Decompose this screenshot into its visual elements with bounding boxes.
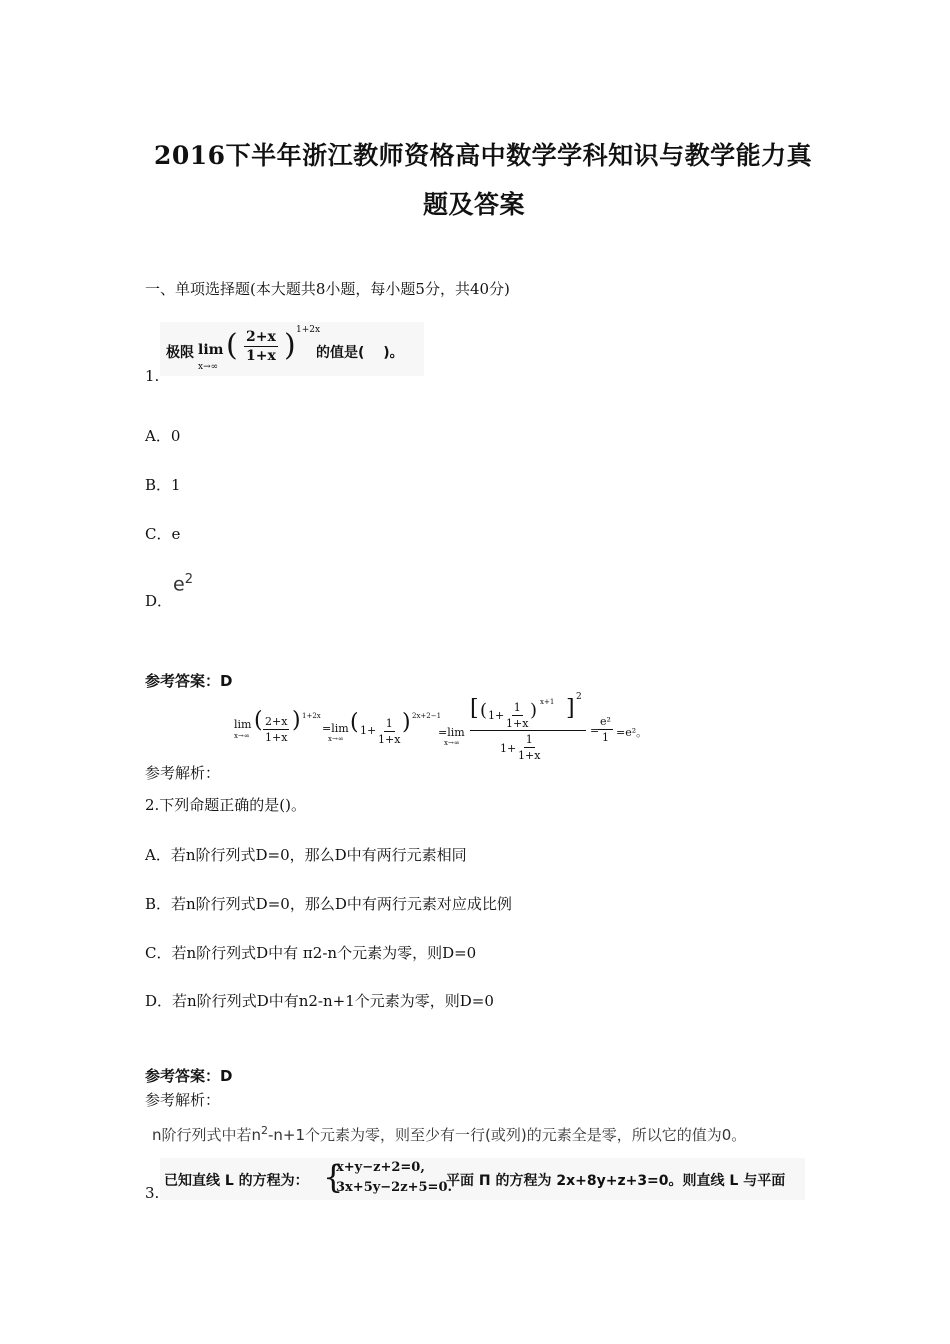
q1-fraction — [244, 330, 278, 363]
q1-analysis-label: 参考解析： — [145, 764, 221, 782]
q2-stem: 2.下列命题正确的是()。 — [145, 796, 307, 814]
q2-option-d: D．若n阶行列式D中有n2-n+1个元素为零，则D=0 — [145, 992, 494, 1010]
q2-option-a: A．若n阶行列式D=0，那么D中有两行元素相同 — [145, 846, 467, 864]
q1-option-d-label: D． — [145, 592, 173, 610]
q1-left-paren: ( — [226, 328, 238, 363]
sol-paren-r2: ) — [402, 710, 411, 735]
q3-brace: { — [323, 1158, 344, 1196]
q1-option-b: B．1 — [145, 476, 181, 494]
q2-analysis-post: -n+1个元素为零，则至少有一行(或列)的元素全是零，所以它的值为0。 — [268, 1126, 747, 1144]
sol-frac-result — [598, 716, 613, 743]
sol-square: 2 — [576, 692, 582, 702]
sol-frac-3-num: 1 — [513, 701, 521, 714]
q1-prefix: 极限 — [166, 345, 194, 361]
section-heading: 一、单项选择题(本大题共8小题，每小题5分，共40分) — [145, 280, 510, 298]
sol-frac-2-den: 1+x — [378, 733, 401, 746]
q2-analysis-pre: n阶行列式中若n — [152, 1126, 262, 1144]
sol-sub-3: x→∞ — [444, 739, 460, 747]
sol-frac-result-num: e² — [600, 715, 611, 728]
q1-exponent: 1+2x — [296, 325, 321, 335]
sol-frac-1-num: 2+x — [265, 715, 288, 728]
sol-paren-l3: ( — [480, 700, 488, 721]
q2-analysis-text — [152, 1124, 746, 1145]
sol-frac-3-den: 1+x — [506, 717, 529, 730]
q3-eq2: 3x+5y−2z+5=0. — [336, 1180, 453, 1195]
q2-analysis-label: 参考解析： — [145, 1091, 221, 1109]
sol-exp-3: x+1 — [540, 698, 555, 706]
sol-frac-result-den: 1 — [601, 731, 609, 744]
sol-one-2: 1+ — [488, 709, 505, 722]
sol-frac-4 — [516, 734, 542, 761]
document-title-line2: 题及答案 — [423, 190, 526, 219]
q3-eq1: x+y−z+2=0, — [336, 1160, 425, 1175]
sol-sub-1: x→∞ — [234, 732, 250, 740]
sol-frac-1-den: 1+x — [265, 731, 288, 744]
document-title-line1: 2016下半年浙江教师资格高中数学学科知识与教学能力真 — [154, 141, 813, 170]
q1-answer: 参考答案：D — [145, 672, 233, 690]
q1-lim: lim — [198, 342, 224, 358]
q1-right-paren: ) — [284, 328, 296, 363]
sol-frac-2-num: 1 — [385, 717, 393, 730]
sol-big-fraction-num — [470, 692, 586, 731]
q1-lim-sub: x→∞ — [198, 362, 219, 372]
sol-bracket-l: [ — [470, 696, 479, 721]
q1-option-d-sup: 2 — [184, 572, 193, 587]
sol-frac-2 — [376, 718, 402, 745]
sol-one-1: 1+ — [360, 724, 377, 737]
q1-stem-image — [160, 322, 424, 376]
q2-option-b: B．若n阶行列式D=0，那么D中有两行元素对应成比例 — [145, 895, 512, 913]
q1-fraction-num: 2+x — [246, 329, 276, 345]
sol-paren-l1: ( — [254, 708, 263, 733]
q1-fraction-den: 1+x — [246, 348, 276, 364]
sol-paren-l2: ( — [350, 710, 359, 735]
sol-frac-4-num: 1 — [525, 733, 533, 746]
q3-suffix: 平面 Π 的方程为 2x+8y+z+3=0。则直线 L 与平面 — [446, 1173, 786, 1189]
sol-bracket-r: ] — [566, 696, 575, 721]
q1-number: 1. — [145, 367, 160, 385]
sol-frac-3 — [504, 702, 530, 729]
q2-option-c: C．若n阶行列式D中有 π2-n个元素为零，则D=0 — [145, 944, 477, 962]
q1-solution-image — [230, 690, 648, 768]
q1-option-d-value — [173, 572, 193, 595]
sol-exp-1: 1+2x — [302, 712, 321, 720]
q1-option-a: A．0 — [145, 427, 181, 445]
sol-one-3: 1+ — [500, 742, 517, 755]
sol-exp-2: 2x+2−1 — [412, 712, 442, 720]
q3-stem-image — [160, 1158, 805, 1200]
sol-sub-2: x→∞ — [328, 735, 344, 743]
q2-answer: 参考答案：D — [145, 1067, 233, 1085]
sol-frac-1 — [263, 716, 289, 743]
sol-result: =e²。 — [616, 726, 648, 739]
q3-prefix: 已知直线 L 的方程为： — [164, 1173, 309, 1189]
sol-paren-r3: ) — [530, 700, 538, 721]
q3-number: 3. — [145, 1184, 160, 1202]
sol-paren-r1: ) — [292, 708, 301, 733]
sol-equals: = — [590, 724, 600, 737]
q1-option-c: C．e — [145, 525, 181, 543]
q2-analysis-sup: 2 — [261, 1124, 269, 1137]
sol-frac-4-den: 1+x — [518, 749, 541, 762]
q1-option-d-base: e — [173, 573, 185, 596]
sol-lim-1: lim — [234, 718, 252, 731]
sol-eq-1: =lim — [322, 722, 349, 735]
q1-suffix: 的值是( )。 — [316, 345, 404, 361]
sol-eq-2: =lim — [438, 726, 465, 739]
